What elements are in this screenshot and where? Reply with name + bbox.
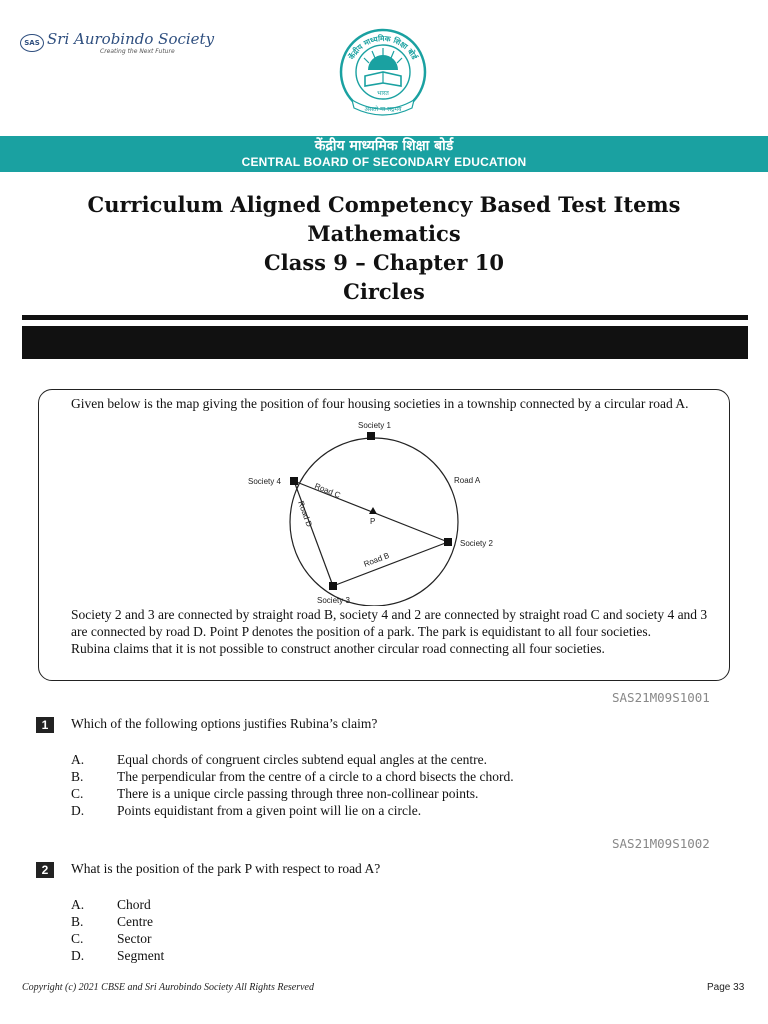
sas-logo-name: Sri Aurobindo Society bbox=[47, 30, 215, 48]
question-text-1: Which of the following options justifies Rubina’s claim? bbox=[71, 716, 378, 731]
question-2-option-b bbox=[71, 914, 371, 931]
cbse-emblem-arc-text: केंद्रीय माध्यमिक शिक्षा बोर्ड bbox=[347, 33, 420, 61]
context-details bbox=[71, 606, 711, 657]
option-text: Centre bbox=[117, 914, 153, 929]
option-text: Chord bbox=[117, 897, 151, 912]
title-line-2: Mathematics bbox=[307, 221, 461, 246]
item-code-1: SAS21M09S1001 bbox=[612, 690, 710, 705]
label-road-c: Road C bbox=[313, 481, 342, 501]
question-number-2: 2 bbox=[36, 862, 54, 878]
footer-copyright: Copyright (c) 2021 CBSE and Sri Aurobindo Society All Rights Reserved bbox=[22, 982, 314, 993]
option-text: Points equidistant from a given point will lie on a circle. bbox=[117, 803, 422, 818]
question-1-option-a bbox=[71, 752, 691, 769]
option-text: The perpendicular from the centre of a circle to a chord bisects the chord. bbox=[117, 769, 514, 784]
option-letter: B. bbox=[71, 769, 84, 784]
option-letter: A. bbox=[71, 897, 85, 912]
context-paragraph: Society 2 and 3 are connected by straight road B, society 4 and 2 are connected by straight road C and society 4 and 3 are connected by road D. Point P denotes the position of a park. The park is equidistant to all four societies. bbox=[71, 607, 708, 639]
label-society-1: Society 1 bbox=[358, 421, 391, 430]
context-claim: Rubina claims that it is not possible to construct another circular road connecting all four societies. bbox=[71, 641, 605, 656]
divider-thick bbox=[22, 326, 748, 359]
option-letter: D. bbox=[71, 803, 85, 818]
cbse-name-english: CENTRAL BOARD OF SECONDARY EDUCATION bbox=[241, 155, 527, 169]
cbse-emblem-icon bbox=[338, 26, 428, 120]
cbse-header-band bbox=[0, 136, 768, 172]
label-road-b: Road B bbox=[362, 550, 391, 569]
option-letter: B. bbox=[71, 914, 84, 929]
label-road-d: Road D bbox=[296, 499, 314, 529]
option-text: Equal chords of congruent circles subtend equal angles at the centre. bbox=[117, 752, 487, 767]
label-society-3: Society 3 bbox=[317, 596, 350, 605]
document-title bbox=[0, 190, 768, 306]
question-1-option-c bbox=[71, 786, 691, 803]
park-marker bbox=[369, 507, 377, 514]
sas-logo bbox=[20, 30, 215, 60]
sas-logo-icon: SAS bbox=[20, 34, 44, 52]
option-letter: D. bbox=[71, 948, 85, 963]
option-letter: C. bbox=[71, 931, 84, 946]
title-line-4: Circles bbox=[343, 279, 425, 304]
society-2-marker bbox=[444, 538, 452, 546]
item-code-2: SAS21M09S1002 bbox=[612, 836, 710, 851]
society-4-marker bbox=[290, 477, 298, 485]
label-society-2: Society 2 bbox=[460, 539, 493, 548]
footer-page-number: Page 33 bbox=[707, 982, 745, 993]
question-text-2: What is the position of the park P with respect to road A? bbox=[71, 861, 381, 876]
title-line-3: Class 9 – Chapter 10 bbox=[264, 250, 504, 275]
option-text: Sector bbox=[117, 931, 152, 946]
township-map bbox=[240, 416, 500, 606]
cbse-name-hindi: केंद्रीय माध्यमिक शिक्षा बोर्ड bbox=[314, 138, 454, 154]
society-3-marker bbox=[329, 582, 337, 590]
society-1-marker bbox=[367, 432, 375, 440]
option-text: There is a unique circle passing through three non-collinear points. bbox=[117, 786, 479, 801]
question-number-1: 1 bbox=[36, 717, 54, 733]
label-road-a: Road A bbox=[454, 476, 481, 485]
option-text: Segment bbox=[117, 948, 165, 963]
road-b-line bbox=[333, 542, 448, 586]
cbse-emblem-motto: असतो मा सद्गमय bbox=[364, 106, 402, 113]
label-park: P bbox=[370, 517, 376, 526]
divider-thin bbox=[22, 315, 748, 320]
question-2-option-d bbox=[71, 948, 371, 965]
question-1-option-d bbox=[71, 803, 691, 820]
title-line-1: Curriculum Aligned Competency Based Test Items bbox=[87, 192, 681, 217]
option-letter: A. bbox=[71, 752, 85, 767]
cbse-emblem-country: भारत bbox=[377, 90, 389, 97]
question-2-option-a bbox=[71, 897, 371, 914]
sas-logo-tagline: Creating the Next Future bbox=[100, 48, 175, 55]
context-intro: Given below is the map giving the position of four housing societies in a township connected by a circular road A. bbox=[71, 396, 689, 411]
question-2-option-c bbox=[71, 931, 371, 948]
option-letter: C. bbox=[71, 786, 84, 801]
road-d-line bbox=[294, 481, 333, 586]
label-society-4: Society 4 bbox=[248, 477, 281, 486]
question-1-option-b bbox=[71, 769, 691, 786]
